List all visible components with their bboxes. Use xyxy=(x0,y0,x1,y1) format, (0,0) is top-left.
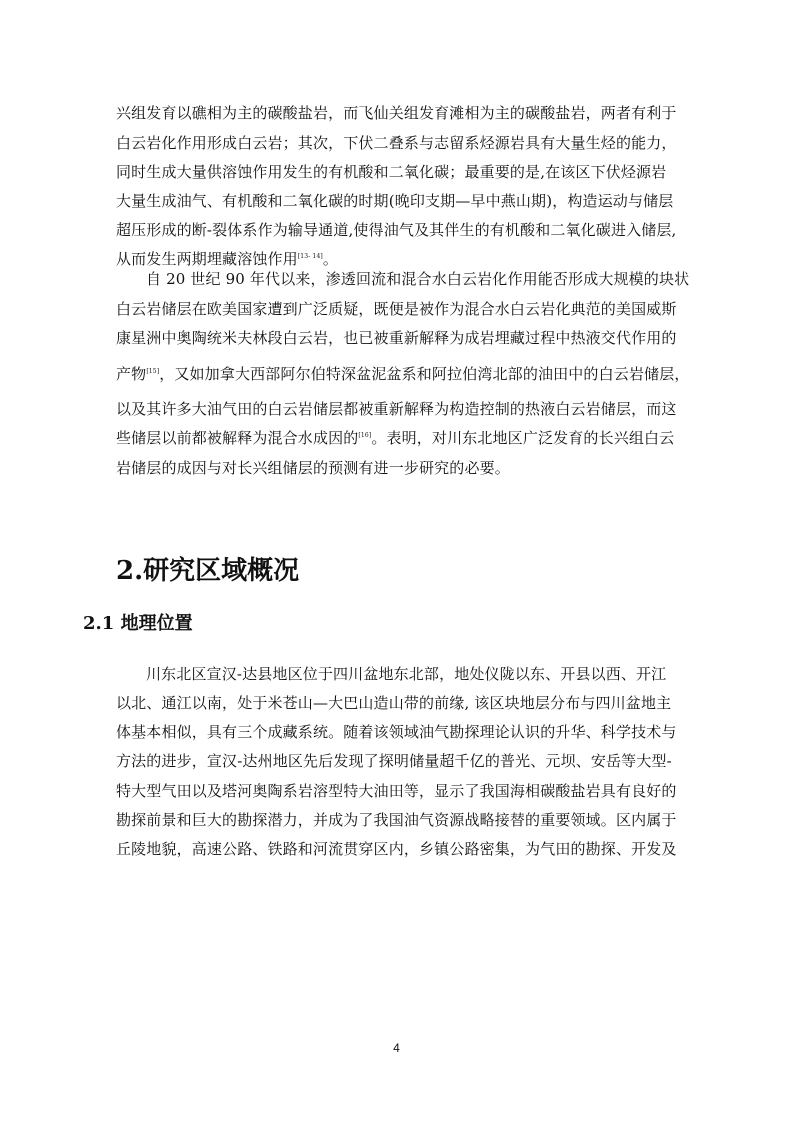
paragraph-line: 以及其许多大油气田的白云岩储层都被重新解释为构造控制的热液白云岩储层，而这 xyxy=(116,400,677,418)
paragraph-line: 超压形成的断-裂体系作为输导通道,使得油气及其伴生的有机酸和二氧化碳进入储层, xyxy=(116,221,677,239)
page-number: 4 xyxy=(393,1041,400,1055)
citation-ref: [15] xyxy=(146,368,160,375)
citation-ref: [13- 14] xyxy=(297,253,323,260)
paragraph-line: 大量生成油气、有机酸和二氧化碳的时期(晚印支期—早中燕山期)，构造运动与储层 xyxy=(116,192,674,210)
paragraph-line: 体基本相似，具有三个成藏系统。随着该领域油气勘探理论认识的升华、科学技术与 xyxy=(116,723,677,741)
paragraph-line: 川东北区宣汉-达县地区位于四川盆地东北部，地处仪陇以东、开县以西、开江 xyxy=(146,665,667,683)
paragraph-line xyxy=(116,364,690,384)
paragraph-text: 。表明，对川东北地区广泛发育的长兴组白云 xyxy=(371,429,675,447)
paragraph-line: 岩储层的成因与对长兴组储层的预测有进一步研究的必要。 xyxy=(116,459,510,477)
paragraph-line: 以北、通江以南，处于米苍山—大巴山造山带的前缘, 该区块地层分布与四川盆地主 xyxy=(116,694,672,712)
paragraph-text: ，又如加拿大西部阿尔伯特深盆泥盆系和阿拉伯湾北部的油田中的白云岩储层， xyxy=(159,365,690,383)
paragraph-text: 从而发生两期埋藏溶蚀作用 xyxy=(116,250,298,268)
section-heading: 2.研究区域概况 xyxy=(116,556,300,586)
paragraph-line: 方法的进步，宣汉-达州地区先后发现了探明储量超千亿的普光、元坝、安岳等大型- xyxy=(116,752,672,770)
citation-ref: [16] xyxy=(358,432,372,439)
paragraph-line: 同时生成大量供溶蚀作用发生的有机酸和二氧化碳；最重要的是,在该区下伏烃源岩 xyxy=(116,163,667,181)
paragraph-line: 兴组发育以礁相为主的碳酸盐岩，而飞仙关组发育滩相为主的碳酸盐岩，两者有利于 xyxy=(116,104,677,122)
paragraph-line: 自 20 世纪 90 年代以来，渗透回流和混合水白云岩化作用能否形成大规模的块状 xyxy=(146,270,690,288)
paragraph-text: 。 xyxy=(322,250,339,268)
subsection-heading: 2.1 地理位置 xyxy=(83,613,193,634)
paragraph-text: 些储层以前都被解释为混合水成因的 xyxy=(116,429,359,447)
paragraph-line: 特大型气田以及塔河奥陶系岩溶型特大油田等，显示了我国海相碳酸盐岩具有良好的 xyxy=(116,782,677,800)
paragraph-line: 白云岩化作用形成白云岩；其次，下伏二叠系与志留系烃源岩具有大量生烃的能力， xyxy=(116,134,677,152)
paragraph-line: 白云岩储层在欧美国家遭到广泛质疑，既便是被作为混合水白云岩化典范的美国威斯 xyxy=(116,300,677,318)
paragraph-line xyxy=(116,249,338,269)
paragraph-line: 勘探前景和巨大的勘探潜力，并成为了我国油气资源战略接替的重要领域。区内属于 xyxy=(116,811,677,829)
paragraph-text: 产物 xyxy=(116,365,147,383)
paragraph-line: 康星洲中奥陶统米夫林段白云岩，也已被重新解释为成岩埋藏过程中热液交代作用的 xyxy=(116,329,677,347)
paragraph-line: 丘陵地貌，高速公路、铁路和河流贯穿区内，乡镇公路密集，为气田的勘探、开发及 xyxy=(116,840,677,858)
paragraph-line xyxy=(116,428,674,448)
